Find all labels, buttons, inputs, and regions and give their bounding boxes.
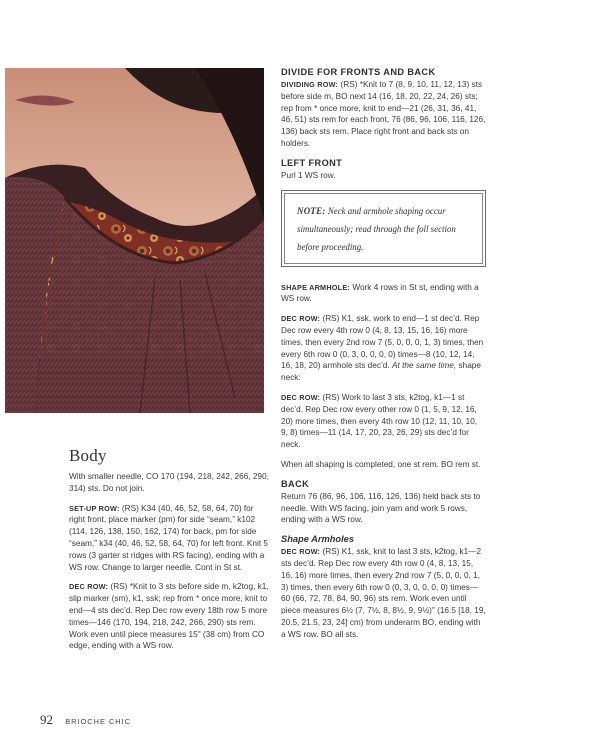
sweater-photo-illustration <box>5 68 264 413</box>
neck-dec-row-instruction: DEC ROW: (RS) Work to last 3 sts, k2tog, k1—1 st dec’d. Rep Dec row every other row 0 (1, 5, 9, 12, 16, 20) more times, then every 4th row 10 (12, 11, 10, 10, 9, 8) times—11 (14, 17, 20, 23, 26, 29) sts dec’d for neck. <box>281 392 478 450</box>
shaping-complete-text: When all shaping is completed, one st rem. BO rem st. <box>281 459 481 469</box>
dec-row-label: DEC ROW: <box>281 314 321 324</box>
heading-shape-armholes: Shape Armholes <box>281 534 355 545</box>
armholes-dec-row-instruction: DEC ROW: (RS) K1, ssk, knit to last 3 sts, k2tog, k1—2 sts dec’d. Rep Dec row every 4th row 0 (4, 8, 13, 15, 16, 16) more times, then every 2nd row 7 (5, 0, 0, 0, 1, 3) times, then every 6th row 0 (0, 3, 0, 0, 0, 0) times—60 (66, 72, 78, 84, 90, 96) sts rem. Work even until piece measures 6½ (7, 7½, 8, 8½, 9, 9½)" (16.5 [18, 19, 20.5, 21.5, 23, 24] cm) from underarm BO, ending with a WS row. BO all sts. <box>281 547 486 639</box>
setup-row-instruction: SET-UP ROW: (RS) K34 (40, 46, 52, 58, 64, 70) for right front, place marker (pm) for side “seam,” k102 (114, 126, 138, 150, 162, 174) for back, pm for side “seam,” k34 (40, 46, 52, 58, 64, 70) for left front. Knit 5 rows (3 garter st ridges with RS facing), ending with a WS row. Change to larger needle. Cont in St st. <box>69 503 269 572</box>
body-section <box>69 446 269 660</box>
left-front-instruction: Purl 1 WS row. <box>281 170 336 180</box>
dec-row-label: DEC ROW: <box>281 392 321 402</box>
heading-divide-fronts-back: DIVIDE FOR FRONTS AND BACK <box>281 67 436 77</box>
model-photo <box>5 68 264 413</box>
heading-left-front: LEFT FRONT <box>281 157 343 168</box>
dec-row-label: DEC ROW: <box>281 547 321 557</box>
running-title: BRIOCHE CHIC <box>65 717 132 726</box>
note-label: NOTE: <box>297 205 326 216</box>
page-number: 92 <box>40 712 53 727</box>
armhole-dec-row-instruction: DEC ROW: (RS) K1, ssk, work to end—1 st dec’d. Rep Dec row every 4th row 0 (4, 8, 13, 15, 16, 16) more times, then every 2nd row 7 (5, 0, 0, 0, 1, 3) times, then every 6th row 0 (0, 3, 0, 0, 0, 0) times—8 (10, 12, 14, 16, 18, 20) armhole sts dec’d. At the same time, shape neck: <box>281 314 484 383</box>
dividing-row-label: DIVIDING ROW: <box>281 80 339 89</box>
dividing-row-instruction: DIVIDING ROW: (RS) *Knit to 7 (8, 9, 10, 11, 12, 13) sts before side m, BO next 14 (16, 18, 20, 22, 24, 26) sts; rep from * once more, knit to end—21 (26, 31, 36, 41, 46, 51) sts rem for each front, 76 (86, 96, 106, 116, 126, 136) back sts rem. Place right front and back sts on holders. <box>281 80 486 148</box>
body-intro: With smaller needle, CO 170 (194, 218, 242, 266, 290, 314) sts. Do not join. <box>69 472 269 493</box>
note-box <box>281 190 486 267</box>
shape-armhole-label: SHAPE ARMHOLE: <box>281 282 351 292</box>
note-text: NOTE: Neck and armhole shaping occur simultaneously; read through the foll section before proceeding. <box>297 205 456 252</box>
page-footer <box>40 712 131 728</box>
setup-row-label: SET-UP ROW: <box>69 503 120 513</box>
dec-row-label: DEC ROW: <box>69 582 109 592</box>
body-dec-row-instruction: DEC ROW: (RS) *Knit to 3 sts before side m, k2tog, k1, slip marker (sm), k1, ssk; rep from * once more, knit to end—4 sts dec’d. Rep Dec row every 18th row 5 more times—146 (170, 194, 218, 242, 266, 290) sts rem. Work even until piece measures 15" (38 cm) from CO edge, ending with a WS row. <box>69 582 269 651</box>
fronts-back-section <box>281 67 486 649</box>
shape-armhole-instruction: SHAPE ARMHOLE: Work 4 rows in St st, ending with a WS row. <box>281 282 479 304</box>
back-instruction: Return 76 (86, 96, 106, 116, 126, 136) held back sts to needle. With WS facing, join yarn and work 5 rows, ending with a WS row. <box>281 491 481 525</box>
section-title-body: Body <box>69 446 107 465</box>
heading-back: BACK <box>281 478 310 489</box>
